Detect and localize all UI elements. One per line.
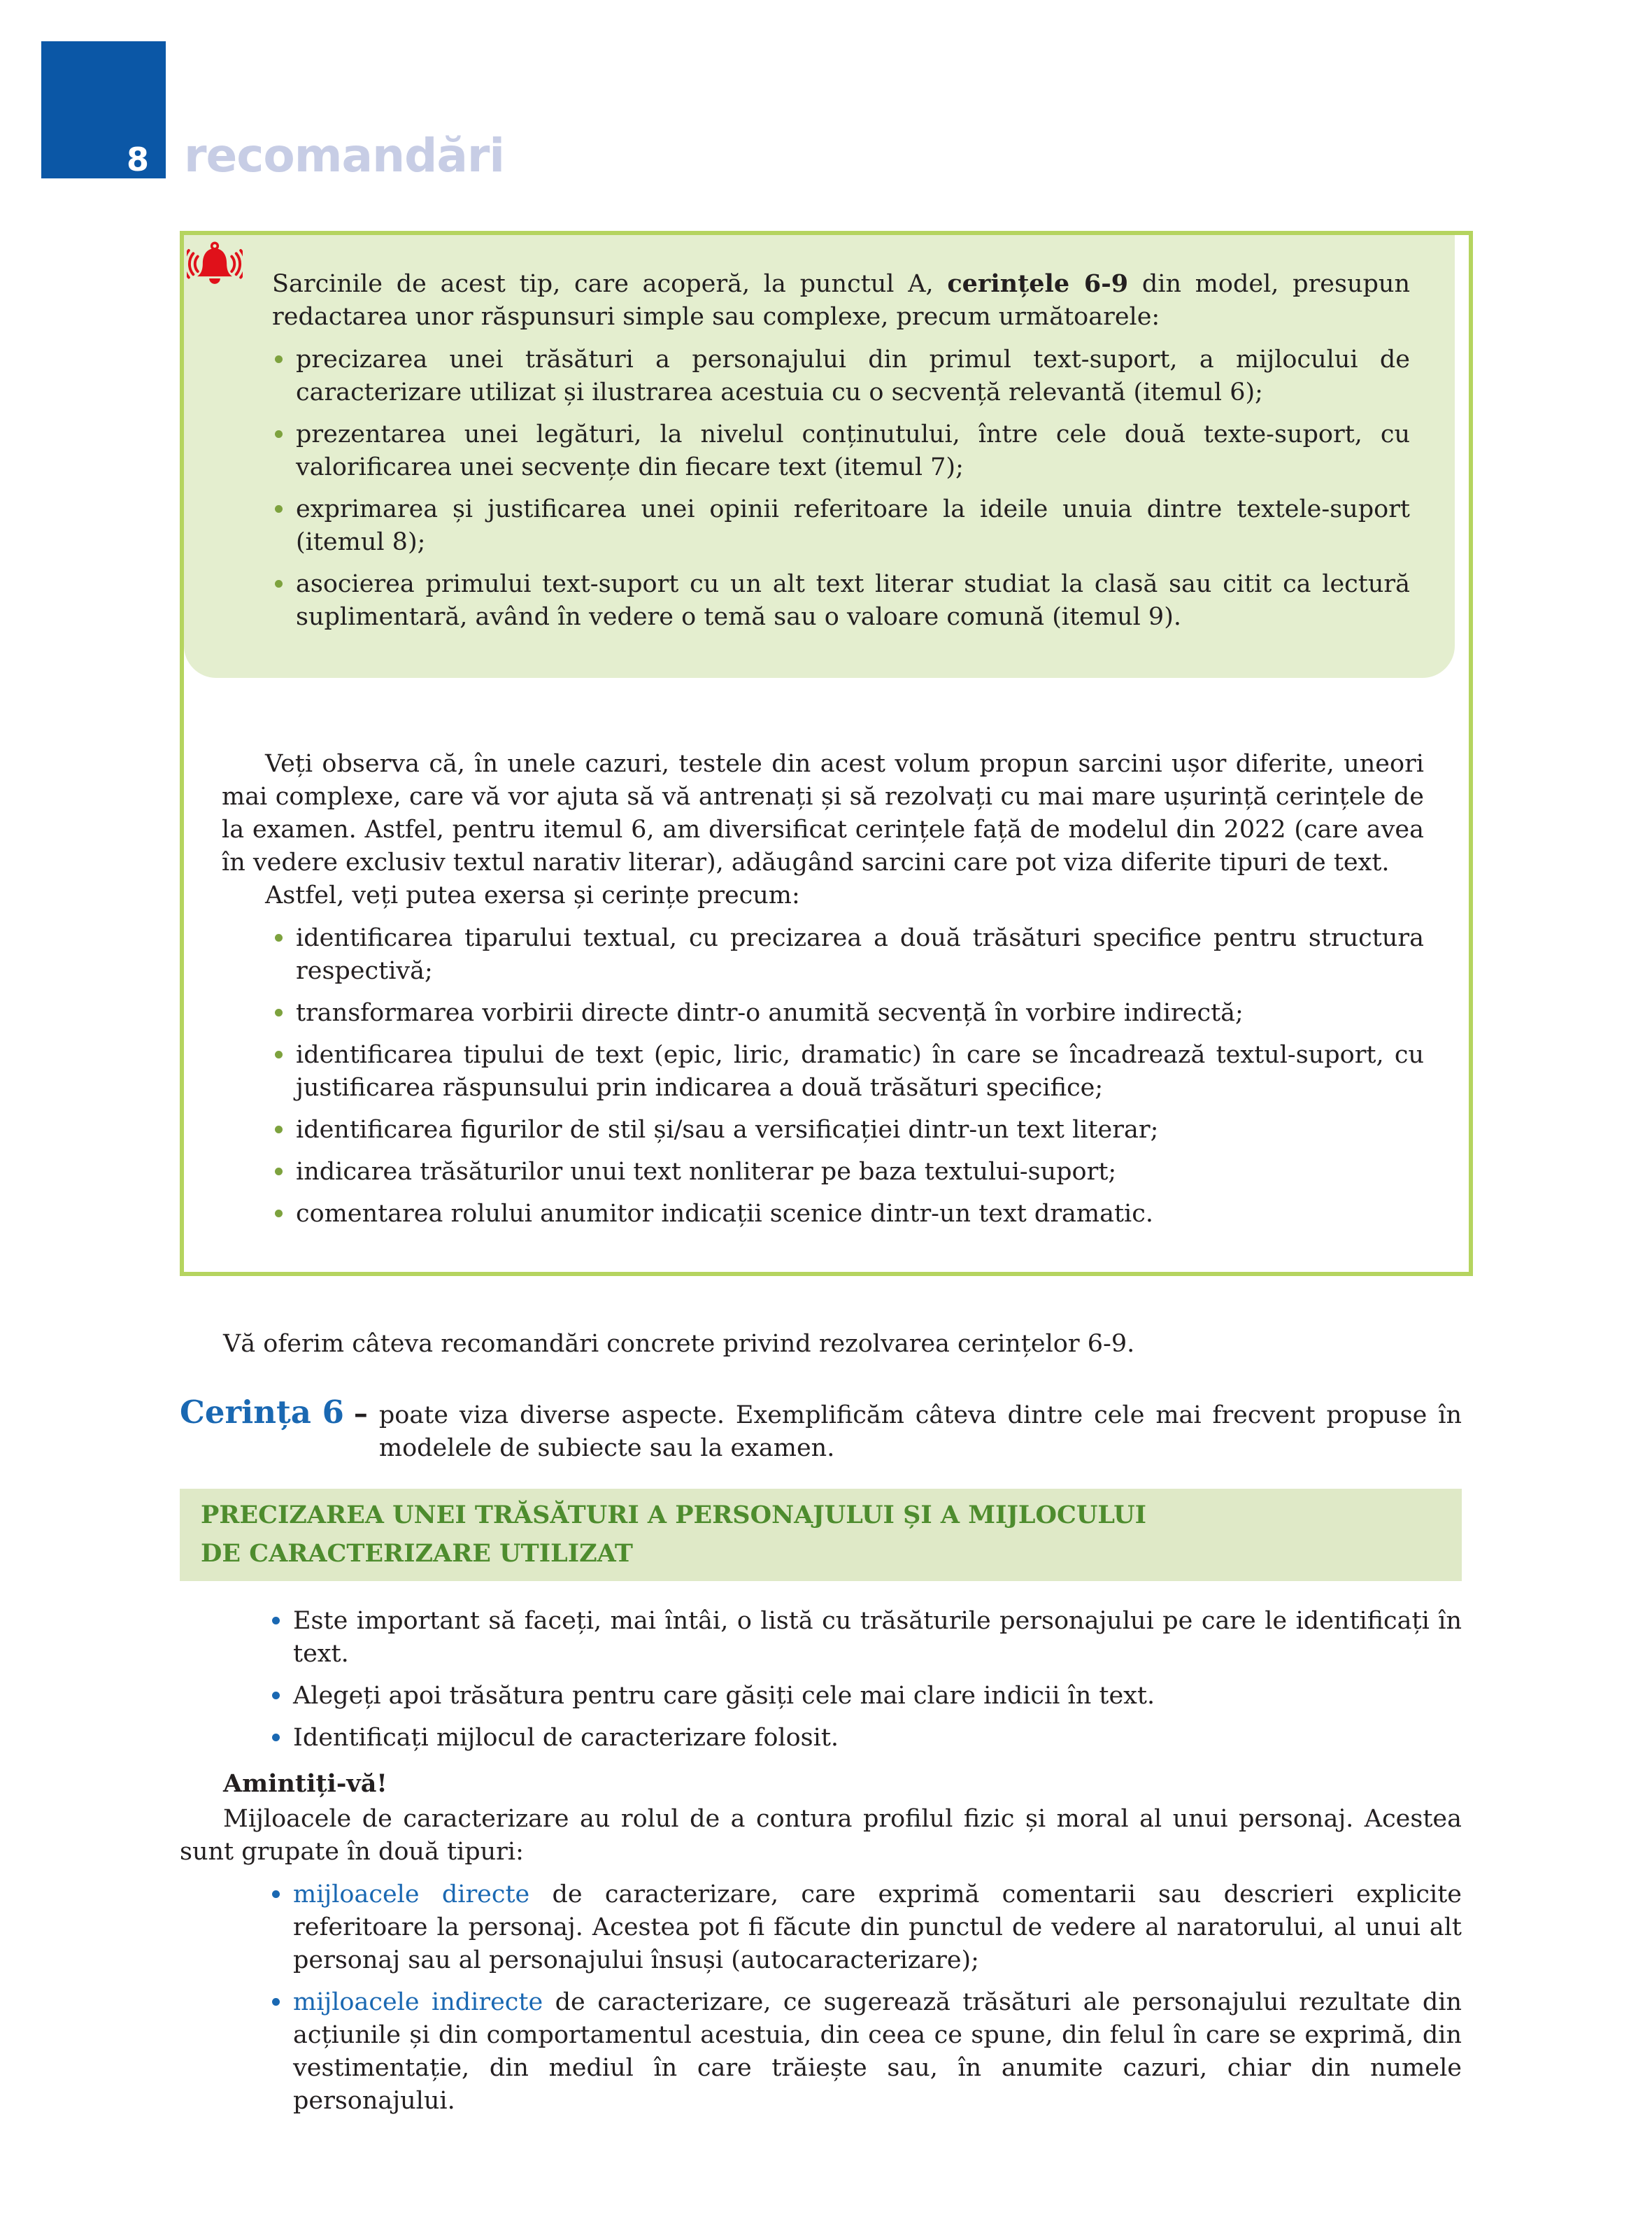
offer-line: Vă oferim câteva recomandări concrete privind rezolvarea cerințelor 6-9. [223,1330,1135,1358]
remember-lead-indirecte: mijloacele indirecte [293,1988,543,2016]
green-heading-line2: DE CARACTERIZARE UTILIZAT [201,1539,633,1568]
list-item: precizarea unei trăsături a personajului din primul text-suport, a mijlocului de caracterizare utilizat și ilustrarea acestuia cu o secvență relevantă (itemul 6); [272,343,1410,409]
remember-lead-directe: mijloacele directe [293,1881,530,1908]
list-item: identificarea tiparului textual, cu precizarea a două trăsături specifice pentru structura respectivă; [272,922,1424,988]
list-item [269,1986,1462,2118]
list-item: Identificați mijlocul de caracterizare folosit. [269,1722,1462,1755]
list-item [269,1878,1462,1977]
remember-intro: Mijloacele de caracterizare au rolul de a contura profilul fizic și moral al unui personaj. Acestea sunt grupate în două tipuri: [180,1805,1462,1866]
alarm-bell-icon [187,239,243,290]
page-number-tab [41,41,166,178]
alert-intro-prefix: Sarcinile de acest tip, care acoperă, la punctul A, [272,270,948,298]
alert-intro-suffix: din model, presupun redactarea unor răspunsuri simple sau complexe, precum următoarele: [272,270,1411,331]
list-item: indicarea trăsăturilor unui text nonliterar pe baza textului-suport; [272,1156,1424,1189]
remember-bullet-list [269,1878,1462,2118]
list-item: identificarea tipului de text (epic, liric, dramatic) în care se încadrează textul-suport, cu justificarea răspunsului prin indicarea a două trăsături specifice; [272,1039,1424,1105]
practice-intro: Astfel, veți putea exersa și cerințe precum: [265,881,800,909]
alert-bullet-list [272,343,1410,634]
list-item: asocierea primului text-suport cu un alt text literar studiat la clasă sau citit ca lectură suplimentară, având în vedere o temă sau o valoare comună (itemul 9). [272,568,1410,634]
list-item: Este important să faceți, mai întâi, o listă cu trăsăturile personajului pe care le identificați în text. [269,1605,1462,1671]
cerinta6-dash: – [353,1397,368,1430]
list-item: identificarea figurilor de stil și/sau a versificației dintr-un text literar; [272,1114,1424,1147]
main-content [180,231,1473,2127]
cerinta6-label: Cerința 6 [180,1394,344,1431]
lower-section [180,1328,1473,2118]
green-section-heading [180,1489,1462,1581]
page-number: 8 [126,141,149,178]
green-heading-line1: PRECIZAREA UNEI TRĂSĂTURI A PERSONAJULUI ȘI A MIJLOCULUI [201,1501,1146,1529]
list-item: exprimarea și justificarea unei opinii referitoare la ideile unuia dintre textele-suport (itemul 8); [272,493,1410,559]
alert-intro [272,267,1410,334]
cerinta6-block [180,1396,1462,1465]
list-item: transformarea vorbirii directe dintr-o anumită secvență în vorbire indirectă; [272,997,1424,1030]
observation-paragraph: Veți observa că, în unele cazuri, testele din acest volum propun sarcini ușor diferite, uneori mai complexe, care vă vor ajuta să vă antrenați și să rezolvați cu mai mare ușurință cerințele de la examen. Astfel, pentru itemul 6, am diversificat cerințele față de modelul din 2022 (care avea în vedere exclusiv textul narativ literar), adăugând sarcini care pot viza diferite tipuri de text. [222,750,1424,877]
remember-text-directe: de caracterizare, care exprimă comentarii sau descrieri explicite referitoare la personaj. Acestea pot fi făcute din punctul de vedere al naratorului, al unui alt personaj sau al personajului însuși (autocaracterizare); [293,1881,1462,1974]
list-item: prezentarea unei legături, la nivelul conținutului, între cele două texte-suport, cu valorificarea unei secvențe din fiecare text (itemul 7); [272,418,1410,484]
list-item: Alegeți apoi trăsătura pentru care găsiți cele mai clare indicii în text. [269,1680,1462,1713]
list-item: comentarea rolului anumitor indicații scenice dintr-un text dramatic. [272,1198,1424,1231]
tips-bullet-list [269,1605,1462,1755]
alert-box-body [184,678,1469,1272]
alert-intro-bold: cerințele 6-9 [947,269,1129,298]
page-title: recomandări [184,129,505,183]
practice-bullet-list [272,922,1424,1231]
remember-title: Amintiți-vă! [223,1769,387,1798]
alert-box [180,231,1473,1276]
remember-text-indirecte: de caracterizare, ce sugerează trăsături ale personajului rezultate din acțiunile și din comportamentul acestuia, din ceea ce spune, din felul în care se exprimă, din vestimentație, din mediul în care trăiește sau, în anumite cazuri, chiar din numele personajului. [293,1988,1462,2115]
cerinta6-text: poate viza diverse aspecte. Exemplificăm câteva dintre cele mai frecvent propuse în modelele de subiecte sau la examen. [378,1401,1462,1462]
alert-box-highlight [184,235,1455,678]
